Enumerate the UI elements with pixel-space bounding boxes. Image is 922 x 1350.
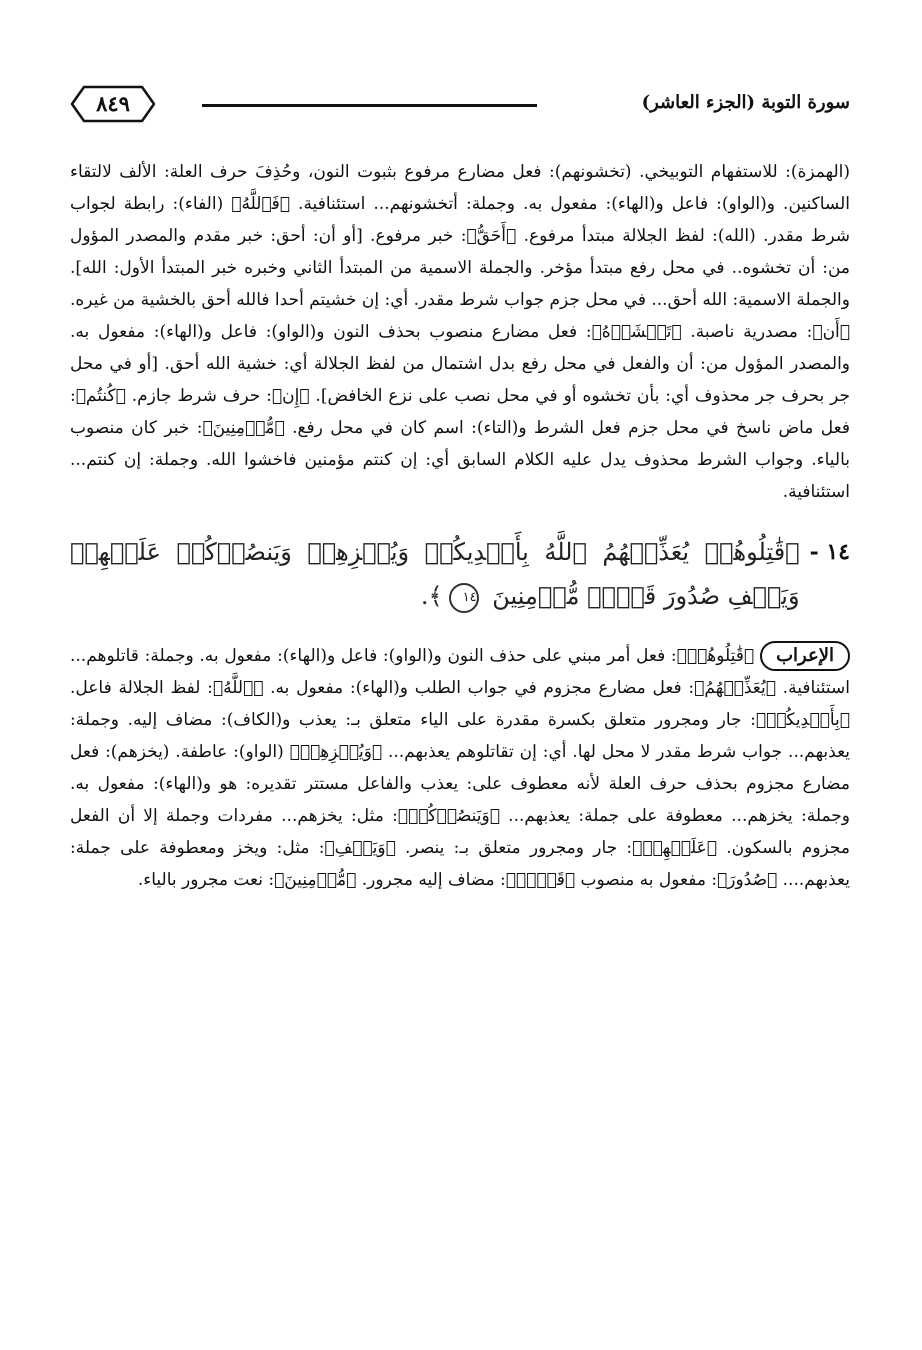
quran-verse	[70, 530, 850, 618]
page-number-badge	[70, 84, 156, 124]
verse-close: ﴾.	[420, 582, 443, 610]
eerab-label: الإعراب	[760, 641, 850, 671]
commentary-paragraph: (الهمزة): للاستفهام التوبيخي. (تخشونهم): فعل مضارع مرفوع بثبوت النون، وحُذِفَ حرف العلة: الألف لالتقاء الساكنين. و(الواو): فاعل و(الهاء): مفعول به. وجملة: أتخشونهم... استئنافية. ﴿فَٱللَّهُ﴾ (الفاء): رابطة لجواب شرط مقدر. (الله): لفظ الجلالة مبتدأ مرفوع. ﴿أَحَقُّ﴾: خبر مرفوع. [أو أن: أحق: خبر مقدم والمصدر المؤول من: أن تخشوه.. في محل رفع مبتدأ مؤخر. والجملة الاسمية من المبتدأ الثاني وخبره خبر المبتدأ الأول: الله]. والجملة الاسمية: الله أحق... في محل جزم جواب شرط مقدر. أي: إن خشيتم أحدا فالله أحق بالخشية من غيره. ﴿أَن﴾: مصدرية ناصبة. ﴿تَخۡشَوۡهُ﴾: فعل مضارع منصوب بحذف النون و(الواو): فاعل و(الهاء): مفعول به. والمصدر المؤول من: أن والفعل في محل رفع بدل اشتمال من لفظ الجلالة أي: خشية الله أحق. [أو في محل جر بحرف جر محذوف أي: بأن تخشوه أو في محل نصب على نزع الخافض]. ﴿إِن﴾: حرف شرط جازم. ﴿كُنتُم﴾: فعل ماض ناسخ في محل جزم فعل الشرط و(التاء): اسم كان في محل رفع. ﴿مُّؤۡمِنِينَ﴾: خبر كان منصوب بالياء. وجواب الشرط محذوف يدل عليه الكلام السابق أي: إن كنتم مؤمنين فاخشوا الله. وجملة: إن كنتم... استئنافية.	[70, 162, 850, 502]
running-title: سورة التوبة (الجزء العاشر)	[641, 92, 850, 113]
verse-number: ١٤ -	[809, 539, 850, 565]
verse-body: ﴿قَٰتِلُوهُمۡ يُعَذِّبۡهُمُ ٱللَّهُ بِأَيۡدِيكُمۡ وَيُخۡزِهِمۡ وَيَنصُرۡكُمۡ عَلَيۡهِمۡ وَيَشۡفِ صُدُورَ قَوۡمٖ مُّؤۡمِنِينَ	[70, 538, 800, 610]
page	[70, 60, 850, 896]
eerab-text: ﴿قَٰتِلُوهُمۡ﴾: فعل أمر مبني على حذف النون و(الواو): فاعل و(الهاء): مفعول به. وجملة: قاتلوهم... استئنافية. ﴿يُعَذِّبۡهُمُ﴾: فعل مضارع مجزوم في جواب الطلب و(الهاء): مفعول به. ﴿ٱللَّهُ﴾: لفظ الجلالة فاعل. ﴿بِأَيۡدِيكُمۡ﴾: جار ومجرور متعلق بكسرة مقدرة على الياء متعلق بـ: يعذب و(الكاف): مضاف إليه. وجملة: يعذبهم... جواب شرط مقدر لا محل لها. أي: إن تقاتلوهم يعذبهم... ﴿وَيُخۡزِهِمۡ﴾ (الواو): عاطفة. (يخزهم): فعل مضارع مجزوم بحذف حرف العلة لأنه معطوف على: يعذب والفاعل مستتر تقديره: هو و(الهاء): مفعول به. وجملة: يخزهم... معطوفة على جملة: يعذبهم... ﴿وَيَنصُرۡكُمۡ﴾: مثل: يخزهم... مفردات وجملة إلا أن الفعل مجزوم بالسكون. ﴿عَلَيۡهِمۡ﴾: جار ومجرور متعلق بـ: ينصر. ﴿وَيَشۡفِ﴾: مثل: ويخز ومعطوفة على جملة: يعذبهم.... ﴿صُدُورَ﴾: مفعول به منصوب ﴿قَوۡمٖ﴾: مضاف إليه مجرور. ﴿مُّؤۡمِنِينَ﴾: نعت مجرور بالياء.	[70, 646, 850, 890]
page-number: ٨٤٩	[96, 91, 130, 116]
verse-text	[70, 530, 800, 618]
header-rule	[202, 104, 537, 107]
verse-end-marker-icon: ١٤	[449, 583, 479, 613]
eerab-paragraph	[70, 640, 850, 896]
page-header	[70, 60, 850, 116]
